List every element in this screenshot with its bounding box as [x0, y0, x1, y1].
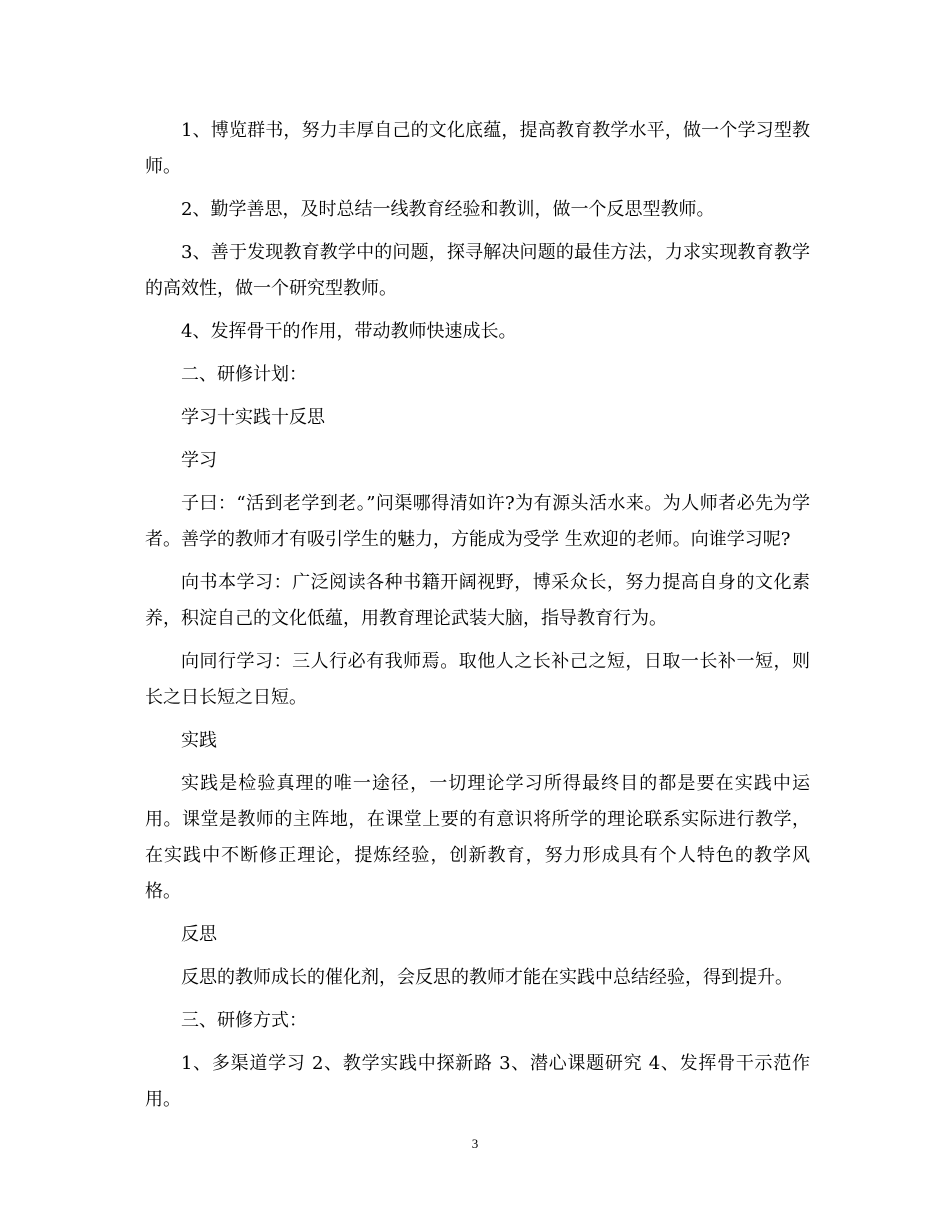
paragraph-goal-1: 1、博览群书，努力丰厚自己的文化底蕴，提高教育教学水平，做一个学习型教师。: [145, 120, 810, 177]
paragraph-goal-2: 2、勤学善思，及时总结一线教育经验和教训，做一个反思型教师。: [181, 199, 715, 220]
document-body: [145, 113, 810, 1125]
plan-formula: 学习十实践十反思: [181, 407, 325, 428]
paragraph-goal-3: 3、善于发现教育教学中的问题，探寻解决问题的最佳方法，力求实现教育教学的高效性，做一个研究型教师。: [145, 242, 810, 299]
paragraph-study-peers: 向同行学习：三人行必有我师焉。取他人之长补己之短，日取一长补一短，则长之日长短之日短。: [145, 651, 810, 708]
section-heading-plan: 二、研修计划：: [181, 364, 307, 385]
paragraph-practice: 实践是检验真理的唯一途径，一切理论学习所得最终目的都是要在实践中运用。课堂是教师的主阵地，在课堂上要的有意识将所学的理论联系实际进行教学，在实践中不断修正理论，提炼经验，创新教育，努力形成具有个人特色的教学风格。: [145, 773, 810, 902]
paragraph-study-books: 向书本学习：广泛阅读各种书籍开阔视野，博采众长，努力提高自身的文化素养，积淀自己的文化低蕴，用教育理论武装大脑，指导教育行为。: [145, 572, 810, 629]
paragraph-methods: 1、多渠道学习 2、教学实践中探新路 3、潜心课题研究 4、发挥骨干示范作用。: [145, 1053, 810, 1110]
subheading-reflection: 反思: [181, 924, 217, 945]
subheading-study: 学习: [181, 450, 217, 471]
paragraph-reflection: 反思的教师成长的催化剂，会反思的教师才能在实践中总结经验，得到提升。: [181, 967, 793, 988]
paragraph-study-quote: 子曰：“活到老学到老。”问渠哪得清如许?为有源头活水来。为人师者必先为学者。善学的教师才有吸引学生的魅力，方能成为受学 生欢迎的老师。向谁学习呢?: [145, 493, 810, 550]
paragraph-goal-4: 4、发挥骨干的作用，带动教师快速成长。: [181, 321, 517, 342]
page-number: 3: [471, 1136, 479, 1151]
subheading-practice: 实践: [181, 730, 217, 751]
section-heading-methods: 三、研修方式：: [181, 1010, 307, 1031]
